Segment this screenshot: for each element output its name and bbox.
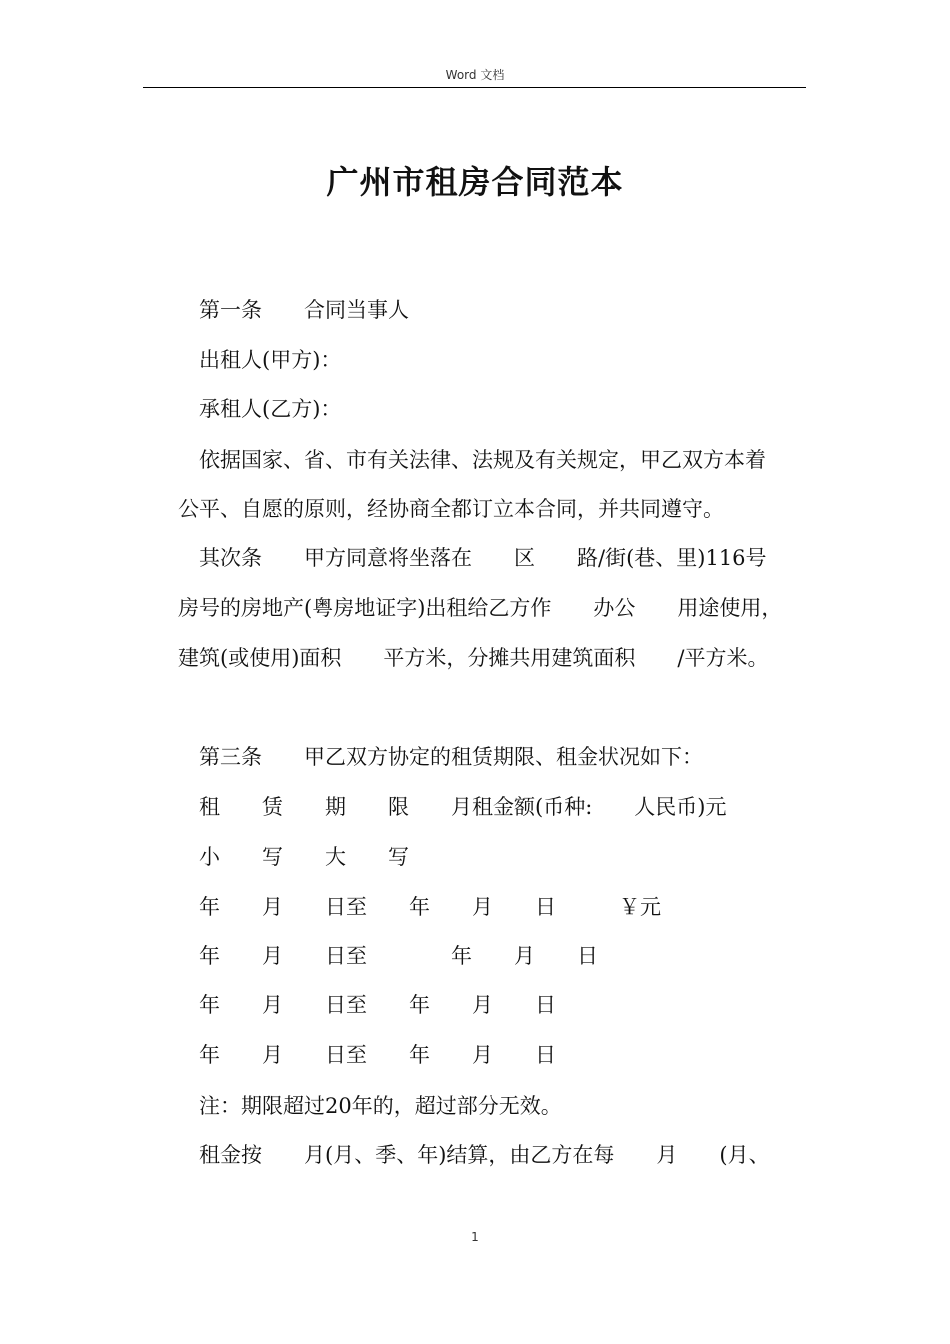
rent-table-row-1: 年 月 日至 年 月 日 ￥元	[199, 895, 661, 919]
page-header: Word 文档	[445, 68, 505, 82]
preamble-line-1: 依据国家、省、市有关法律、法规及有关规定，甲乙双方本着	[199, 448, 766, 472]
rent-table-row-4: 年 月 日至 年 月 日	[199, 1043, 556, 1067]
rent-table-header-2: 小 写 大 写	[199, 845, 409, 869]
lessee-line: 承租人(乙方)：	[199, 397, 342, 421]
term-note: 注：期限超过20年的，超过部分无效。	[199, 1094, 562, 1118]
article-2-line-1: 其次条 甲方同意将坐落在 区 路/街(巷、里)116号	[199, 546, 767, 570]
article-2-line-3: 建筑(或使用)面积 平方米，分摊共用建筑面积 /平方米。	[178, 646, 769, 670]
rent-table-header-1: 租 赁 期 限 月租金额(币种: 人民币)元	[199, 795, 727, 819]
lessor-line: 出租人(甲方)：	[199, 348, 342, 372]
rent-table-row-3: 年 月 日至 年 月 日	[199, 993, 556, 1017]
page-number: 1	[471, 1230, 479, 1244]
article-2-line-2: 房号的房地产(粤房地证字)出租给乙方作 办公 用途使用，	[178, 596, 783, 620]
article-3-heading: 第三条 甲乙双方协定的租赁期限、租金状况如下：	[199, 745, 703, 769]
preamble-line-2: 公平、自愿的原则，经协商全都订立本合同，并共同遵守。	[178, 497, 724, 521]
rent-payment-line: 租金按 月(月、季、年)结算，由乙方在每 月 (月、	[199, 1143, 770, 1167]
header-divider	[143, 87, 806, 88]
article-1-heading: 第一条 合同当事人	[199, 298, 409, 322]
rent-table-row-2: 年 月 日至 年 月 日	[199, 944, 598, 968]
document-title: 广州市租房合同范本	[326, 163, 624, 201]
